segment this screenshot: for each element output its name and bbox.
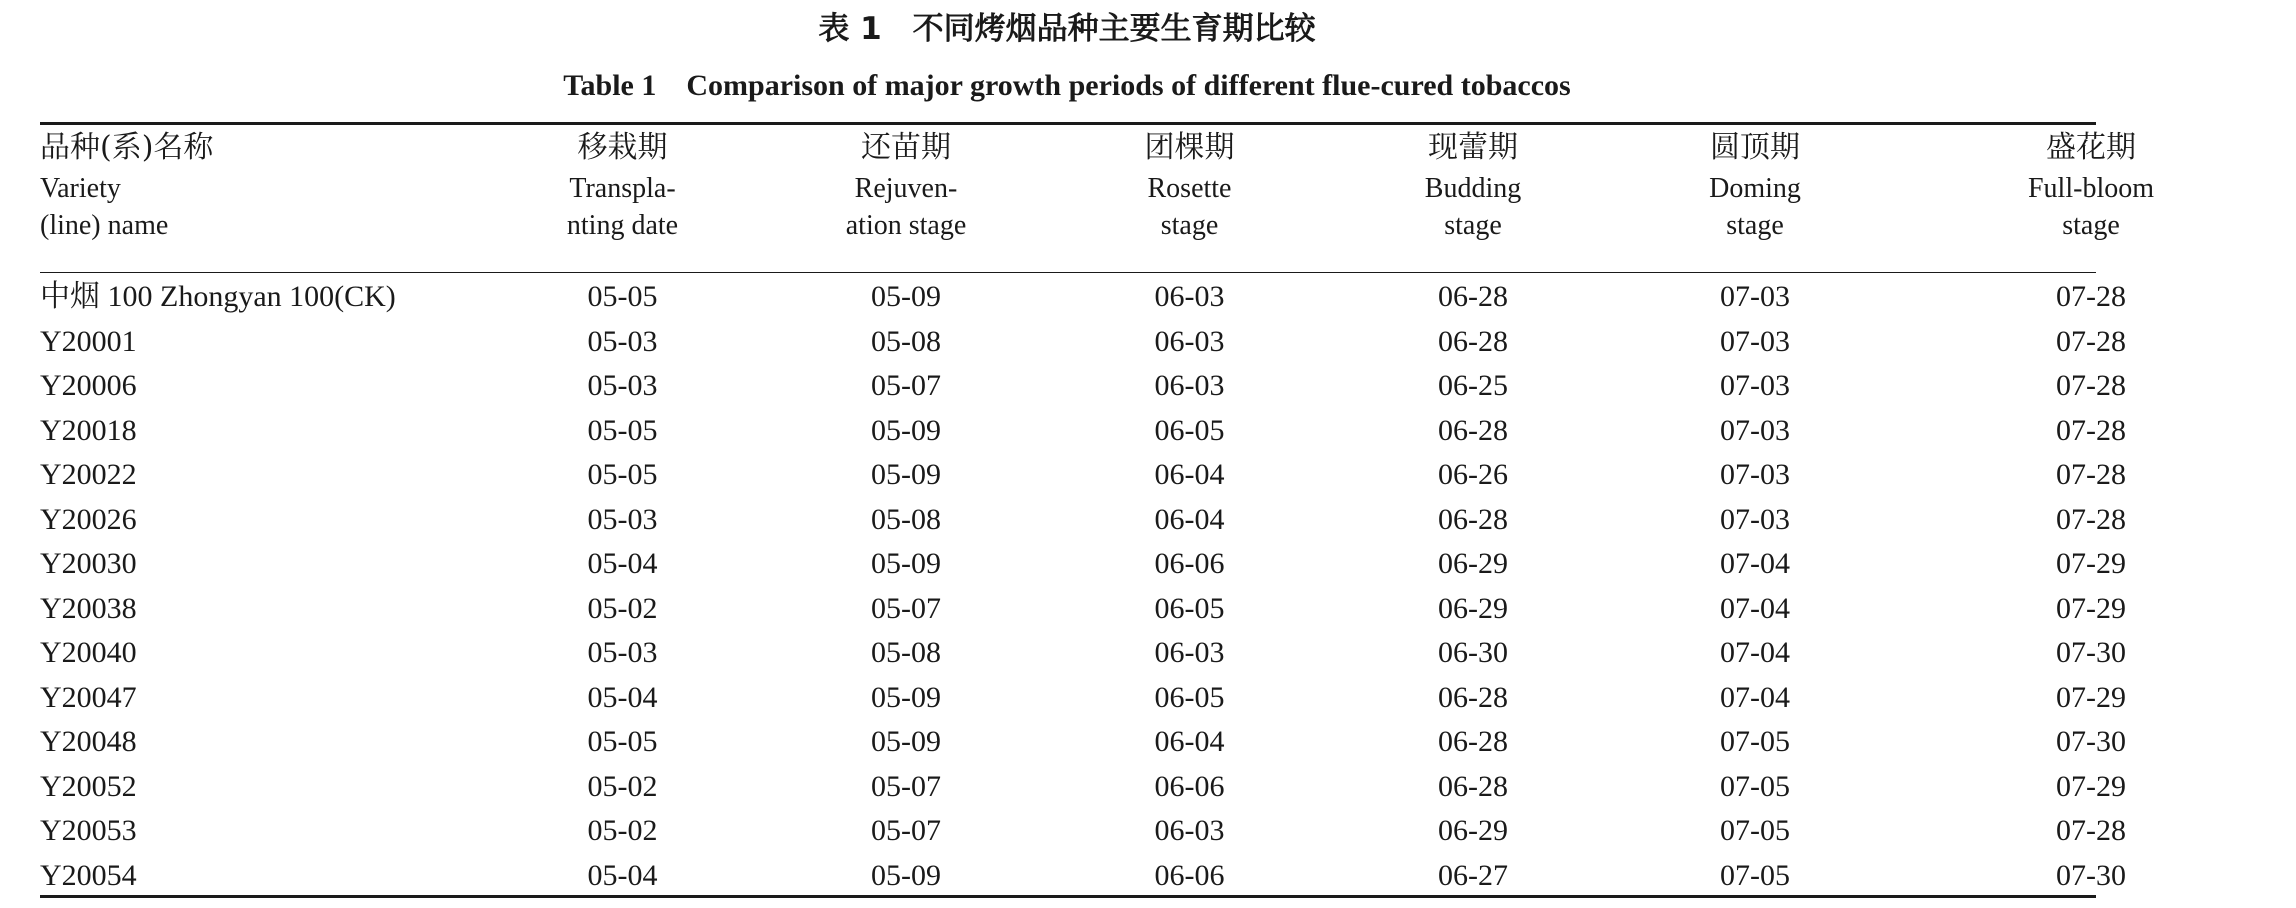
date-cell-transplanting: 05-02 [587,591,658,625]
date-cell-doming: 07-03 [1720,369,1790,403]
table-row [40,765,2296,810]
variety-name-cell: Y20040 [40,636,137,670]
date-cell-budding: 06-29 [1438,591,1508,625]
date-cell-full-bloom: 07-28 [2056,413,2126,447]
column-header-budding-cn: 现蕾期 [1428,130,1518,165]
date-cell-rejuvenation: 05-07 [871,591,941,625]
column-header-transplanting-cn: 移栽期 [577,130,668,165]
variety-name-cell: Y20018 [40,413,137,447]
date-cell-full-bloom: 07-28 [2056,369,2126,403]
header-rule [40,272,2096,273]
date-cell-transplanting: 05-05 [587,458,658,492]
variety-name-cell: Y20038 [40,591,137,625]
table-header [40,128,2296,244]
column-header-rejuvenation-en2: ation stage [845,210,967,241]
date-cell-rosette: 06-05 [1154,413,1225,447]
table-title-chinese: 表 1 不同烤烟品种主要生育期比较 [818,11,1316,47]
table-row [40,720,2296,765]
date-cell-budding: 06-28 [1438,413,1508,447]
column-header-full-bloom-en2: stage [2062,210,2120,241]
table-row [40,275,2296,320]
date-cell-transplanting: 05-02 [587,769,658,803]
date-cell-full-bloom: 07-30 [2056,725,2126,759]
date-cell-rosette: 06-05 [1154,680,1225,714]
date-cell-budding: 06-28 [1438,680,1508,714]
date-cell-full-bloom: 07-28 [2056,814,2126,848]
date-cell-rejuvenation: 05-09 [871,725,941,759]
variety-name-cell: Y20001 [40,324,137,358]
column-header-rejuvenation-en1: Rejuven- [854,173,958,204]
column-header-rosette-en1: Rosette [1147,173,1232,204]
table-row [40,364,2296,409]
column-header-variety [40,128,490,244]
table-row [40,453,2296,498]
column-header-full-bloom-cn: 盛花期 [2046,130,2136,165]
column-header-budding [1322,128,1624,244]
date-cell-rosette: 06-05 [1154,591,1225,625]
date-cell-rejuvenation: 05-07 [871,814,941,848]
date-cell-doming: 07-03 [1720,280,1790,314]
table-row [40,409,2296,454]
date-cell-doming: 07-04 [1720,591,1790,625]
column-header-budding-en2: stage [1444,210,1502,241]
date-cell-rejuvenation: 05-08 [871,636,941,670]
date-cell-rejuvenation: 05-09 [871,680,941,714]
date-cell-transplanting: 05-03 [587,369,658,403]
variety-name-cell: Y20052 [40,769,137,803]
table-row [40,320,2296,365]
date-cell-rosette: 06-06 [1154,769,1225,803]
date-cell-doming: 07-04 [1720,636,1790,670]
variety-name-cell: Y20054 [40,858,137,892]
date-cell-doming: 07-03 [1720,324,1790,358]
date-cell-rejuvenation: 05-08 [871,502,941,536]
date-cell-doming: 07-04 [1720,547,1790,581]
date-cell-budding: 06-29 [1438,814,1508,848]
date-cell-rejuvenation: 05-08 [871,324,941,358]
growth-period-table [40,275,2296,898]
date-cell-budding: 06-28 [1438,280,1508,314]
date-cell-budding: 06-25 [1438,369,1508,403]
date-cell-rejuvenation: 05-07 [871,769,941,803]
date-cell-doming: 07-05 [1720,814,1790,848]
column-header-variety-en1: Variety [40,173,121,204]
date-cell-rosette: 06-06 [1154,858,1225,892]
date-cell-full-bloom: 07-28 [2056,280,2126,314]
date-cell-transplanting: 05-05 [587,413,658,447]
date-cell-doming: 07-05 [1720,725,1790,759]
variety-name-cell: 中烟 100 Zhongyan 100(CK) [40,280,396,314]
column-header-rosette [1057,128,1322,244]
date-cell-doming: 07-03 [1720,502,1790,536]
table-body [40,275,2296,898]
date-cell-budding: 06-28 [1438,324,1508,358]
date-cell-full-bloom: 07-30 [2056,636,2126,670]
date-cell-rejuvenation: 05-07 [871,369,941,403]
date-cell-budding: 06-28 [1438,725,1508,759]
header-row [40,128,2296,244]
date-cell-rosette: 06-03 [1154,636,1225,670]
date-cell-full-bloom: 07-28 [2056,502,2126,536]
column-header-transplanting [490,128,755,244]
column-header-variety-en2: (line) name [40,210,169,241]
date-cell-rejuvenation: 05-09 [871,547,941,581]
date-cell-transplanting: 05-03 [587,636,658,670]
variety-name-cell: Y20006 [40,369,137,403]
table-row [40,542,2296,587]
date-cell-doming: 07-05 [1720,769,1790,803]
date-cell-rosette: 06-06 [1154,547,1225,581]
table-title-english: Table 1 Comparison of major growth periods of different flue-cured tobaccos [563,69,1571,102]
date-cell-rosette: 06-03 [1154,814,1225,848]
table-row [40,587,2296,632]
date-cell-transplanting: 05-05 [587,725,658,759]
table-row [40,809,2296,854]
date-cell-budding: 06-29 [1438,547,1508,581]
variety-name-cell: Y20053 [40,814,137,848]
column-header-rejuvenation [755,128,1057,244]
table-row [40,676,2296,721]
column-header-rosette-en2: stage [1160,210,1219,241]
date-cell-rosette: 06-04 [1154,458,1225,492]
column-header-doming-en2: stage [1726,210,1784,241]
column-header-full-bloom-en1: Full-bloom [2027,173,2154,204]
date-cell-rosette: 06-03 [1154,280,1225,314]
date-cell-doming: 07-05 [1720,858,1790,892]
column-header-transplanting-en1: Transpla- [569,173,676,204]
column-header-budding-en1: Budding [1424,173,1522,204]
top-rule [40,122,2096,125]
column-header-rosette-cn: 团棵期 [1144,130,1235,165]
column-header-transplanting-en2: nting date [566,210,679,241]
date-cell-rejuvenation: 05-09 [871,280,941,314]
date-cell-budding: 06-28 [1438,502,1508,536]
date-cell-rejuvenation: 05-09 [871,413,941,447]
date-cell-transplanting: 05-05 [587,280,658,314]
date-cell-budding: 06-26 [1438,458,1508,492]
variety-name-cell: Y20022 [40,458,137,492]
date-cell-full-bloom: 07-29 [2056,547,2126,581]
variety-name-cell: Y20030 [40,547,137,581]
date-cell-rosette: 06-04 [1154,725,1225,759]
variety-name-cell: Y20047 [40,680,137,714]
date-cell-budding: 06-27 [1438,858,1508,892]
table-row [40,498,2296,543]
date-cell-transplanting: 05-04 [587,858,658,892]
date-cell-full-bloom: 07-30 [2056,858,2126,892]
date-cell-doming: 07-03 [1720,458,1790,492]
date-cell-doming: 07-04 [1720,680,1790,714]
date-cell-full-bloom: 07-29 [2056,680,2126,714]
variety-name-cell: Y20026 [40,502,137,536]
table-row [40,631,2296,676]
date-cell-rosette: 06-03 [1154,369,1225,403]
date-cell-rejuvenation: 05-09 [871,458,941,492]
column-header-full-bloom [1886,128,2296,244]
column-header-doming-cn: 圆顶期 [1710,130,1800,165]
date-cell-transplanting: 05-04 [587,680,658,714]
date-cell-rejuvenation: 05-09 [871,858,941,892]
date-cell-budding: 06-28 [1438,769,1508,803]
date-cell-full-bloom: 07-29 [2056,769,2126,803]
variety-name-cell: Y20048 [40,725,137,759]
column-header-rejuvenation-cn: 还苗期 [861,130,951,165]
date-cell-transplanting: 05-02 [587,814,658,848]
date-cell-budding: 06-30 [1438,636,1508,670]
date-cell-rosette: 06-03 [1154,324,1225,358]
date-cell-full-bloom: 07-28 [2056,324,2126,358]
date-cell-rosette: 06-04 [1154,502,1225,536]
date-cell-full-bloom: 07-28 [2056,458,2126,492]
date-cell-transplanting: 05-03 [587,324,658,358]
date-cell-doming: 07-03 [1720,413,1790,447]
date-cell-transplanting: 05-03 [587,502,658,536]
column-header-doming-en1: Doming [1709,173,1801,204]
column-header-variety-cn: 品种(系)名称 [40,130,214,165]
column-header-doming [1624,128,1886,244]
date-cell-transplanting: 05-04 [587,547,658,581]
table-row [40,854,2296,899]
date-cell-full-bloom: 07-29 [2056,591,2126,625]
